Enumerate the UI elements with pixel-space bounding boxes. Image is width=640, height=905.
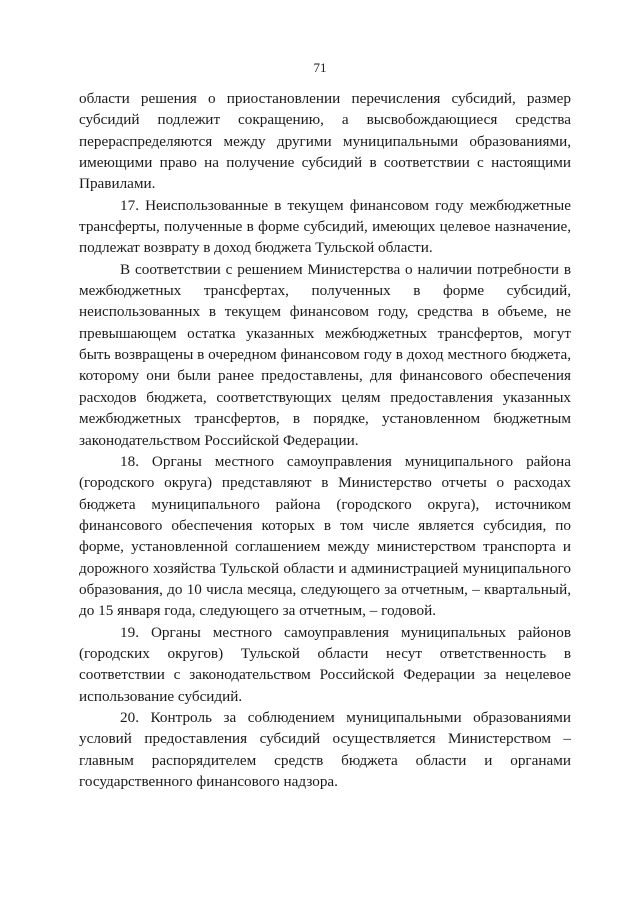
paragraph-17-unused-transfers: 17. Неиспользованные в текущем финансовом году межбюджетные трансферты, полученные в форме субсидий, имеющих целевое назначение, подлежат возврату в доход бюджета Тульской области. (79, 196, 571, 257)
page-number: 71 (313, 60, 327, 75)
document-body (79, 88, 571, 792)
paragraph-19-responsibility: 19. Органы местного самоуправления муниципальных районов (городских округов) Тульской области несут ответственность в соответствии с законодательством Российской Федерации за нецелевое использование субсидий. (79, 623, 571, 705)
paragraph-20-control: 20. Контроль за соблюдением муниципальными образованиями условий предоставления субсидий осуществляется Министерством – главным распорядителем средств бюджета области и органами государственного финансового надзора. (79, 708, 571, 790)
paragraph-ministry-decision: В соответствии с решением Министерства о наличии потребности в межбюджетных трансфертах, полученных в форме субсидий, неиспользованных в текущем финансовом году, средства в объеме, не превышающем остатка указанных межбюджетных трансфертов, могут быть возвращены в очередном финансовом году в доход местного бюджета, которому они были ранее предоставлены, для финансового обеспечения расходов бюджета, соответствующих целям предоставления указанных межбюджетных трансфертов, в порядке, установленном бюджетным законодательством Российской Федерации. (79, 260, 571, 449)
paragraph-subsidy-redistribution: области решения о приостановлении перечисления субсидий, размер субсидий подлежит сокращению, а высвобождающиеся средства перераспределяются между другими муниципальными образованиями, имеющими право на получение субсидий в соответствии с настоящими Правилами. (79, 90, 571, 193)
paragraph-18-reports: 18. Органы местного самоуправления муниципального района (городского округа) представляют в Министерство отчеты о расходах бюджета муниципального района (городского округа), источником финансового обеспечения которых в том числе является субсидия, по форме, установленной соглашением между министерством транспорта и дорожного хозяйства Тульской области и администрацией муниципального образования, до 10 числа месяца, следующего за отчетным, – квартальный, до 15 января года, следующего за отчетным, – годовой. (79, 452, 571, 620)
